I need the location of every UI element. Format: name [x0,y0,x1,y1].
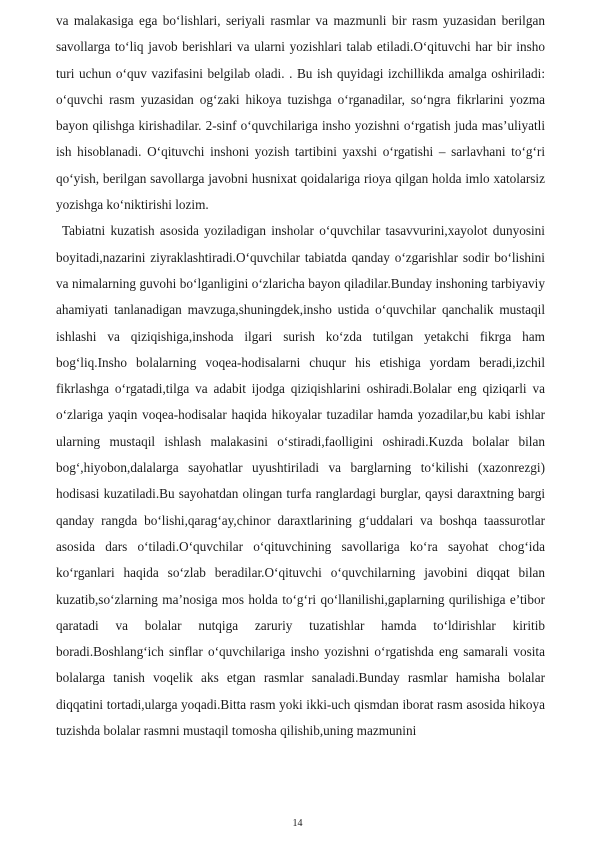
paragraph-2: Tabiatni kuzatish asosida yoziladigan insholar oʻquvchilar tasavvurini,xayolot dunyosini boyitadi,nazarini ziyraklashtiradi.Oʻquvchilar tabiatda qanday oʻzgarishlar sodir boʻlishini va nimalarning guvohi boʻlganligini oʻzlaricha bayon qiladilar.Bunday inshoning tarbiyaviy ahamiyati tanlanadigan mavzuga,shuningdek,insho ustida oʻquvchilar qanchalik mustaqil ishlashi va qiziqishiga,inshoda ilgari surish koʻzda tutilgan yetakchi fikrga ham bogʻliq.Insho bolalarning voqea-hodisalarni chuqur his etishiga yordam beradi,izchil fikrlashga oʻrgatadi,tilga va adabit ijodga qiziqishlarini oshiradi.Bolalar eng qiziqarli va oʻzlariga yaqin voqea-hodisalar haqida hikoyalar tuzadilar hamda yozadilar,bu kabi ishlar ularning mustaqil ishlash malakasini oʻstiradi,faolligini oshiradi.Kuzda bolalar bilan bogʻ,hiyobon,dalalarga sayohatlar uyushtiriladi va barglarning toʻkilishi (xazonrezgi) hodisasi kuzatiladi.Bu sayohatdan olingan turfa ranglardagi burglar, qaysi daraxtning bargi qanday rangda boʻlishi,qaragʻay,chinor daraxtlarining gʻuddalari va boshqa taassurotlar asosida dars oʻtiladi.Oʻquvchilar oʻqituvchining savollariga koʻra sayohat chogʻida koʻrganlari haqida soʻzlab beradilar.Oʻqituvchi oʻquvchilarning javobini diqqat bilan kuzatib,soʻzlarning ma’nosiga mos holda toʻgʻri qoʻllanilishi,gaplarning qurilishiga e’tibor qaratadi va bolalar nutqiga zaruriy tuzatishlar hamda toʻldirishlar kiritib boradi.Boshlangʻich sinflar oʻquvchilariga insho yozishni oʻrgatishda eng samarali vosita bolalarga tanish voqelik aks etgan rasmlar sanaladi.Bunday rasmlar hamisha bolalar diqqatini tortadi,ularga yoqadi.Bitta rasm yoki ikki-uch qismdan iborat rasm asosida hikoya tuzishda bolalar rasmni mustaqil tomosha qilishib,uning mazmunini [56,223,545,739]
page-number: 14 [292,818,303,829]
document-body [56,8,545,744]
paragraph-1: va malakasiga ega boʻlishlari, seriyali rasmlar va mazmunli bir rasm yuzasidan berilgan savollarga toʻliq javob berishlari va ularni yozishlari talab etiladi.Oʻqituvchi har bir insho turi uchun oʻquv vazifasini belgilab oladi. . Bu ish quyidagi izchillikda amalga oshiriladi: oʻquvchi rasm yuzasidan ogʻzaki hikoya tuzishga oʻrganadilar, soʻngra fikrlarini yozma bayon qilishga kirishadilar. 2-sinf oʻquvchilariga insho yozishni oʻrgatish juda mas’uliyatli ish hisoblanadi. Oʻqituvchi inshoni yozish tartibini yaxshi oʻrgatishi – sarlavhani toʻgʻri qoʻyish, berilgan savollarga javobni husnixat qoidalariga rioya qilgan holda imlo xatolarsiz yozishga koʻniktirishi lozim. [56,13,545,213]
